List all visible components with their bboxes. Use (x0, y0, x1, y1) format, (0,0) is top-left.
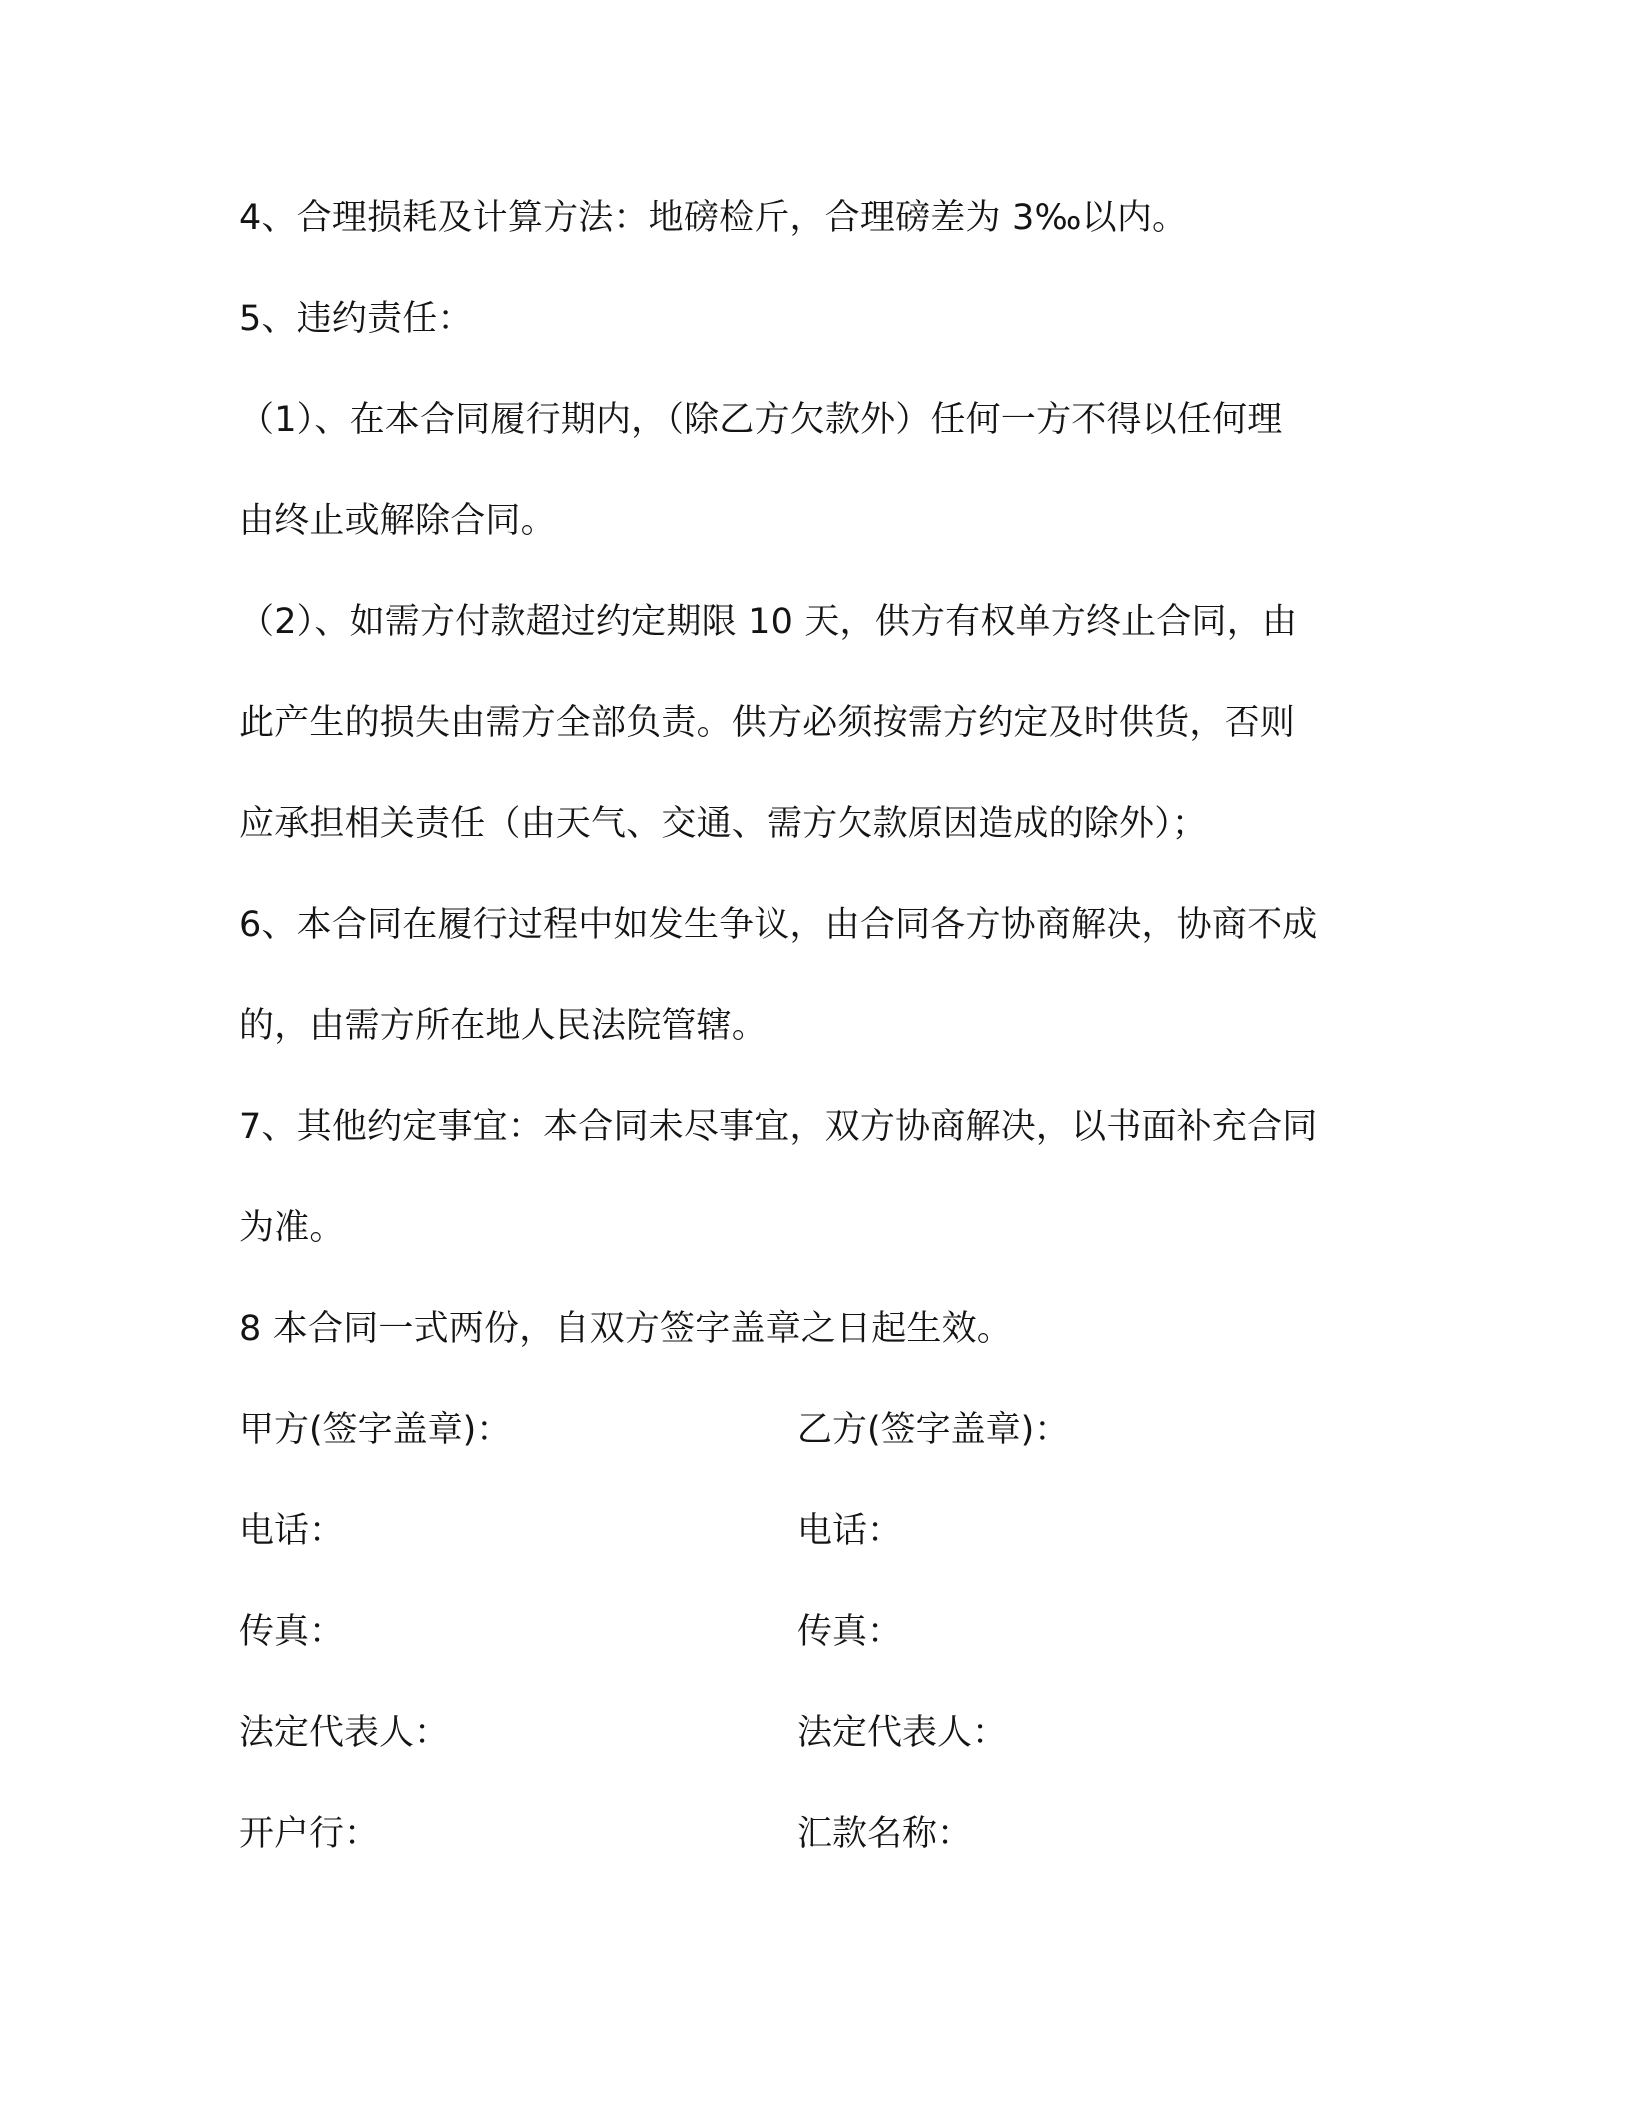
party-b-phone-label: 电话： (797, 1511, 903, 1551)
clause-5-2-line-2: 此产生的损失由需方全部负责。供方必须按需方约定及时供货，否则 (239, 703, 1296, 743)
party-a-phone-label: 电话： (239, 1511, 345, 1551)
party-b-signature-label: 乙方(签字盖章)： (797, 1410, 1070, 1450)
party-b-account-name-label: 汇款名称： (797, 1814, 973, 1854)
party-b-legal-rep-label: 法定代表人： (797, 1713, 1008, 1753)
bank-row (239, 1802, 1379, 1903)
party-a-fax-label: 传真： (239, 1612, 345, 1652)
legal-rep-row (239, 1701, 1379, 1802)
party-b-fax-label: 传真： (797, 1612, 903, 1652)
party-a-legal-rep-label: 法定代表人： (239, 1713, 450, 1753)
clause-5-2-line-3: 应承担相关责任（由天气、交通、需方欠款原因造成的除外）； (239, 804, 1208, 844)
phone-row (239, 1499, 1379, 1600)
party-a-signature-label: 甲方(签字盖章)： (239, 1410, 512, 1450)
clause-5-1-line-2: 由终止或解除合同。 (239, 501, 556, 541)
signature-row (239, 1398, 1379, 1499)
party-a-bank-label: 开户行： (239, 1814, 380, 1854)
fax-row (239, 1600, 1379, 1701)
clause-7-line-2: 为准。 (239, 1208, 345, 1248)
clause-7-line-1: 7、其他约定事宜：本合同未尽事宜，双方协商解决，以书面补充合同 (239, 1107, 1318, 1147)
clause-5-1-line-1: （1）、在本合同履行期内，（除乙方欠款外）任何一方不得以任何理 (239, 400, 1283, 440)
clause-5-heading: 5、违约责任： (239, 299, 473, 339)
clause-6-line-2: 的，由需方所在地人民法院管辖。 (239, 1006, 768, 1046)
contract-body (239, 186, 1379, 1903)
clause-4-loss-calculation: 4、合理损耗及计算方法：地磅检斤，合理磅差为 3‰以内。 (239, 198, 1188, 238)
clause-6-line-1: 6、本合同在履行过程中如发生争议，由合同各方协商解决，协商不成 (239, 905, 1318, 945)
clause-8-effective: 8 本合同一式两份，自双方签字盖章之日起生效。 (239, 1309, 1012, 1349)
clause-5-2-line-1: （2）、如需方付款超过约定期限 10 天，供方有权单方终止合同，由 (239, 602, 1298, 642)
